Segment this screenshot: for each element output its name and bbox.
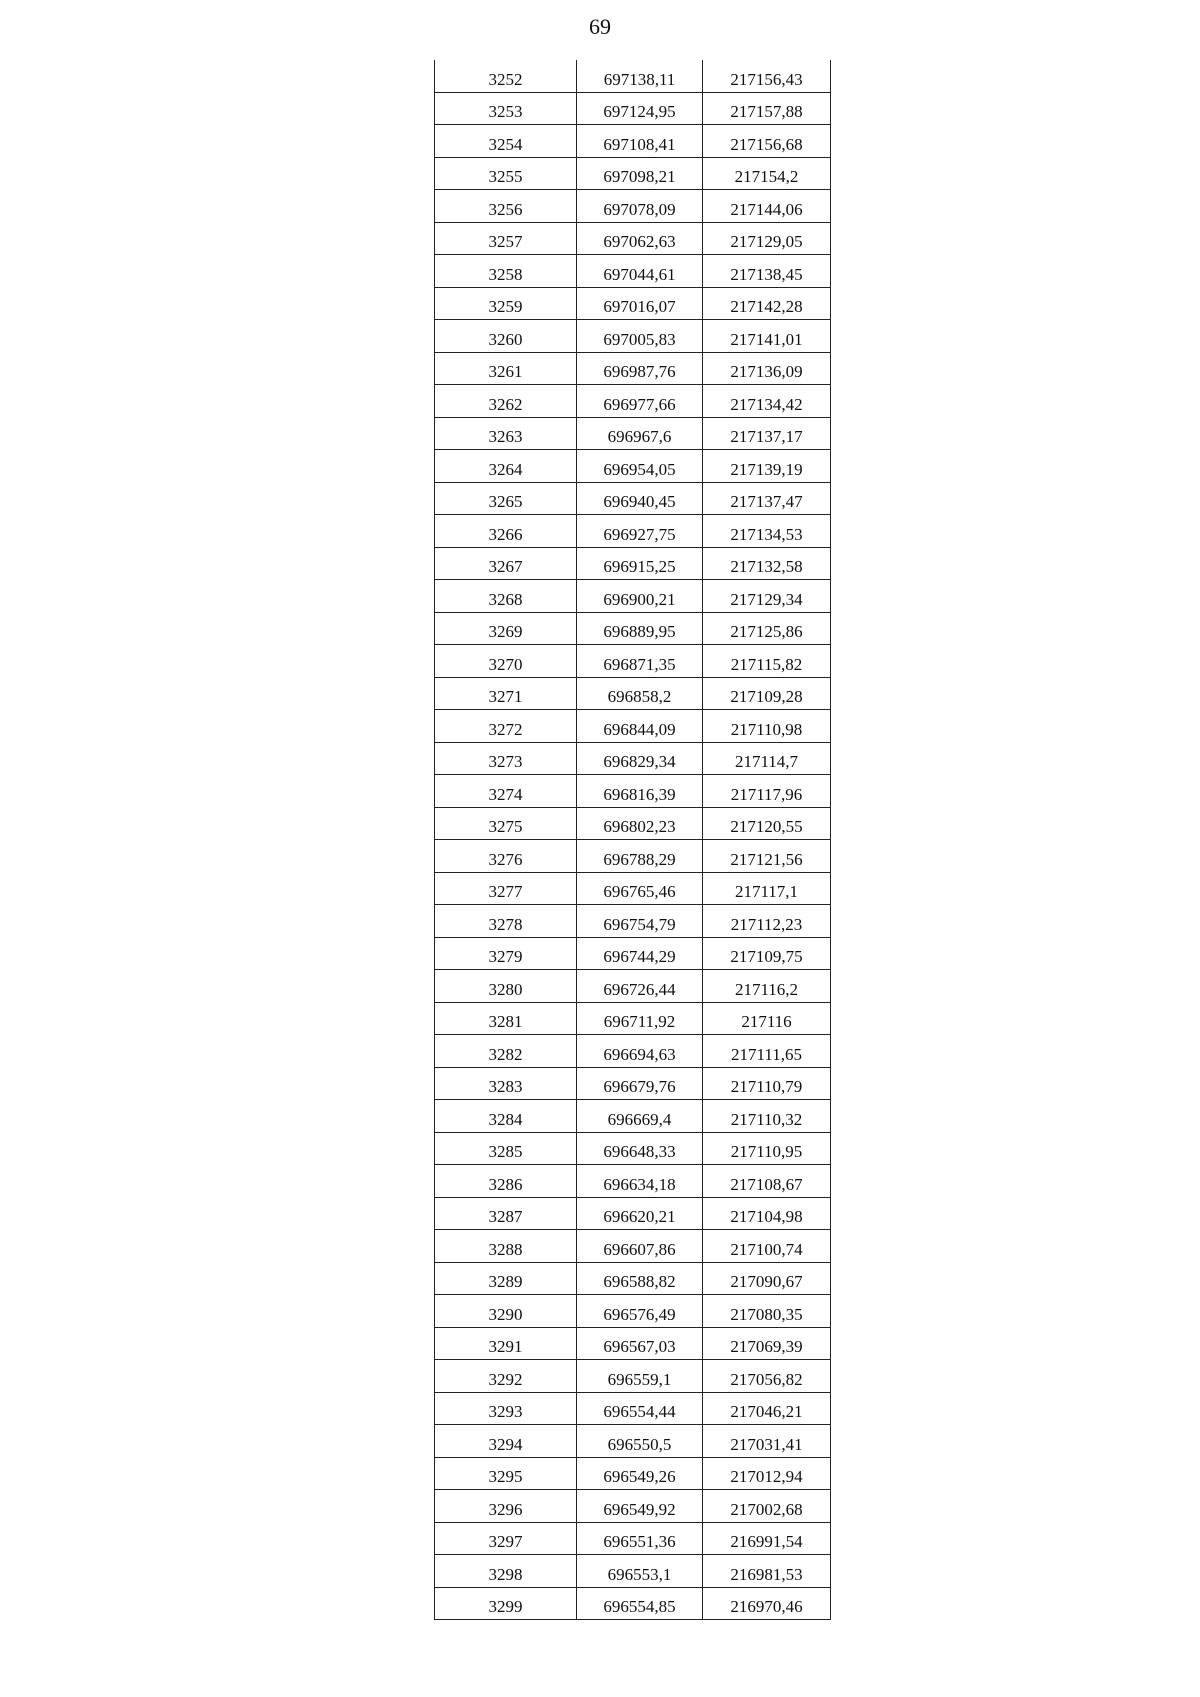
point-number-cell: 3261 <box>435 352 577 385</box>
table-row <box>435 1035 831 1068</box>
point-number-cell: 3254 <box>435 125 577 158</box>
y-coordinate-cell: 217046,21 <box>703 1392 831 1425</box>
point-number-cell: 3279 <box>435 937 577 970</box>
y-coordinate-cell: 217141,01 <box>703 320 831 353</box>
point-number-cell: 3262 <box>435 385 577 418</box>
point-number-cell: 3288 <box>435 1230 577 1263</box>
x-coordinate-cell: 696858,2 <box>577 677 703 710</box>
x-coordinate-cell: 696620,21 <box>577 1197 703 1230</box>
table-row <box>435 547 831 580</box>
y-coordinate-cell: 217134,53 <box>703 515 831 548</box>
point-number-cell: 3284 <box>435 1100 577 1133</box>
x-coordinate-cell: 696551,36 <box>577 1522 703 1555</box>
y-coordinate-cell: 217116 <box>703 1002 831 1035</box>
coordinates-table-body <box>435 60 831 1620</box>
point-number-cell: 3255 <box>435 157 577 190</box>
y-coordinate-cell: 217144,06 <box>703 190 831 223</box>
table-row <box>435 1165 831 1198</box>
y-coordinate-cell: 216970,46 <box>703 1587 831 1620</box>
y-coordinate-cell: 217108,67 <box>703 1165 831 1198</box>
y-coordinate-cell: 217109,28 <box>703 677 831 710</box>
x-coordinate-cell: 696927,75 <box>577 515 703 548</box>
table-row <box>435 872 831 905</box>
x-coordinate-cell: 696954,05 <box>577 450 703 483</box>
x-coordinate-cell: 696694,63 <box>577 1035 703 1068</box>
table-row <box>435 840 831 873</box>
table-row <box>435 482 831 515</box>
y-coordinate-cell: 217100,74 <box>703 1230 831 1263</box>
y-coordinate-cell: 216991,54 <box>703 1522 831 1555</box>
table-row <box>435 1555 831 1588</box>
table-row <box>435 190 831 223</box>
point-number-cell: 3296 <box>435 1490 577 1523</box>
point-number-cell: 3268 <box>435 580 577 613</box>
table-row <box>435 1360 831 1393</box>
point-number-cell: 3264 <box>435 450 577 483</box>
table-row <box>435 1327 831 1360</box>
x-coordinate-cell: 697138,11 <box>577 60 703 92</box>
point-number-cell: 3285 <box>435 1132 577 1165</box>
y-coordinate-cell: 217110,32 <box>703 1100 831 1133</box>
table-row <box>435 1262 831 1295</box>
x-coordinate-cell: 696765,46 <box>577 872 703 905</box>
x-coordinate-cell: 697016,07 <box>577 287 703 320</box>
table-row <box>435 1067 831 1100</box>
x-coordinate-cell: 697098,21 <box>577 157 703 190</box>
table-row <box>435 1100 831 1133</box>
y-coordinate-cell: 217154,2 <box>703 157 831 190</box>
y-coordinate-cell: 217129,34 <box>703 580 831 613</box>
x-coordinate-cell: 697005,83 <box>577 320 703 353</box>
x-coordinate-cell: 696889,95 <box>577 612 703 645</box>
table-row <box>435 60 831 92</box>
point-number-cell: 3282 <box>435 1035 577 1068</box>
point-number-cell: 3263 <box>435 417 577 450</box>
x-coordinate-cell: 696549,92 <box>577 1490 703 1523</box>
table-row <box>435 450 831 483</box>
table-row <box>435 775 831 808</box>
x-coordinate-cell: 696588,82 <box>577 1262 703 1295</box>
table-row <box>435 1490 831 1523</box>
point-number-cell: 3293 <box>435 1392 577 1425</box>
point-number-cell: 3291 <box>435 1327 577 1360</box>
table-row <box>435 580 831 613</box>
table-row <box>435 385 831 418</box>
table-row <box>435 157 831 190</box>
y-coordinate-cell: 217109,75 <box>703 937 831 970</box>
y-coordinate-cell: 217110,79 <box>703 1067 831 1100</box>
x-coordinate-cell: 697108,41 <box>577 125 703 158</box>
x-coordinate-cell: 696726,44 <box>577 970 703 1003</box>
y-coordinate-cell: 217132,58 <box>703 547 831 580</box>
point-number-cell: 3265 <box>435 482 577 515</box>
table-row <box>435 677 831 710</box>
table-row <box>435 1425 831 1458</box>
x-coordinate-cell: 696550,5 <box>577 1425 703 1458</box>
point-number-cell: 3297 <box>435 1522 577 1555</box>
x-coordinate-cell: 696967,6 <box>577 417 703 450</box>
table-row <box>435 515 831 548</box>
point-number-cell: 3269 <box>435 612 577 645</box>
x-coordinate-cell: 696987,76 <box>577 352 703 385</box>
point-number-cell: 3280 <box>435 970 577 1003</box>
table-row <box>435 710 831 743</box>
point-number-cell: 3289 <box>435 1262 577 1295</box>
x-coordinate-cell: 696559,1 <box>577 1360 703 1393</box>
x-coordinate-cell: 696711,92 <box>577 1002 703 1035</box>
point-number-cell: 3286 <box>435 1165 577 1198</box>
y-coordinate-cell: 217120,55 <box>703 807 831 840</box>
point-number-cell: 3253 <box>435 92 577 125</box>
point-number-cell: 3281 <box>435 1002 577 1035</box>
x-coordinate-cell: 696900,21 <box>577 580 703 613</box>
y-coordinate-cell: 217136,09 <box>703 352 831 385</box>
y-coordinate-cell: 217114,7 <box>703 742 831 775</box>
point-number-cell: 3258 <box>435 255 577 288</box>
table-row <box>435 1002 831 1035</box>
table-row <box>435 970 831 1003</box>
x-coordinate-cell: 697044,61 <box>577 255 703 288</box>
y-coordinate-cell: 217137,17 <box>703 417 831 450</box>
point-number-cell: 3257 <box>435 222 577 255</box>
y-coordinate-cell: 217031,41 <box>703 1425 831 1458</box>
x-coordinate-cell: 696553,1 <box>577 1555 703 1588</box>
table-row <box>435 1230 831 1263</box>
table-row <box>435 222 831 255</box>
x-coordinate-cell: 696977,66 <box>577 385 703 418</box>
table-row <box>435 125 831 158</box>
y-coordinate-cell: 217090,67 <box>703 1262 831 1295</box>
point-number-cell: 3283 <box>435 1067 577 1100</box>
point-number-cell: 3292 <box>435 1360 577 1393</box>
point-number-cell: 3256 <box>435 190 577 223</box>
point-number-cell: 3287 <box>435 1197 577 1230</box>
x-coordinate-cell: 697124,95 <box>577 92 703 125</box>
y-coordinate-cell: 217110,98 <box>703 710 831 743</box>
y-coordinate-cell: 217156,68 <box>703 125 831 158</box>
table-row <box>435 1295 831 1328</box>
table-row <box>435 1587 831 1620</box>
table-row <box>435 937 831 970</box>
y-coordinate-cell: 217157,88 <box>703 92 831 125</box>
y-coordinate-cell: 217121,56 <box>703 840 831 873</box>
x-coordinate-cell: 696567,03 <box>577 1327 703 1360</box>
point-number-cell: 3290 <box>435 1295 577 1328</box>
table-row <box>435 255 831 288</box>
y-coordinate-cell: 217117,96 <box>703 775 831 808</box>
y-coordinate-cell: 217112,23 <box>703 905 831 938</box>
y-coordinate-cell: 216981,53 <box>703 1555 831 1588</box>
table-row <box>435 1197 831 1230</box>
x-coordinate-cell: 697062,63 <box>577 222 703 255</box>
y-coordinate-cell: 217117,1 <box>703 872 831 905</box>
y-coordinate-cell: 217012,94 <box>703 1457 831 1490</box>
point-number-cell: 3267 <box>435 547 577 580</box>
point-number-cell: 3275 <box>435 807 577 840</box>
y-coordinate-cell: 217002,68 <box>703 1490 831 1523</box>
coordinates-table <box>434 60 831 1620</box>
table-row <box>435 1457 831 1490</box>
y-coordinate-cell: 217104,98 <box>703 1197 831 1230</box>
table-row <box>435 1392 831 1425</box>
x-coordinate-cell: 696554,85 <box>577 1587 703 1620</box>
y-coordinate-cell: 217115,82 <box>703 645 831 678</box>
x-coordinate-cell: 696788,29 <box>577 840 703 873</box>
y-coordinate-cell: 217139,19 <box>703 450 831 483</box>
point-number-cell: 3295 <box>435 1457 577 1490</box>
x-coordinate-cell: 696940,45 <box>577 482 703 515</box>
y-coordinate-cell: 217069,39 <box>703 1327 831 1360</box>
y-coordinate-cell: 217156,43 <box>703 60 831 92</box>
y-coordinate-cell: 217116,2 <box>703 970 831 1003</box>
y-coordinate-cell: 217138,45 <box>703 255 831 288</box>
table-row <box>435 742 831 775</box>
x-coordinate-cell: 696871,35 <box>577 645 703 678</box>
x-coordinate-cell: 696576,49 <box>577 1295 703 1328</box>
page-number: 69 <box>589 14 611 39</box>
y-coordinate-cell: 217134,42 <box>703 385 831 418</box>
y-coordinate-cell: 217125,86 <box>703 612 831 645</box>
x-coordinate-cell: 696829,34 <box>577 742 703 775</box>
table-row <box>435 807 831 840</box>
x-coordinate-cell: 697078,09 <box>577 190 703 223</box>
y-coordinate-cell: 217110,95 <box>703 1132 831 1165</box>
x-coordinate-cell: 696802,23 <box>577 807 703 840</box>
point-number-cell: 3294 <box>435 1425 577 1458</box>
table-row <box>435 320 831 353</box>
table-row <box>435 1132 831 1165</box>
point-number-cell: 3273 <box>435 742 577 775</box>
table-row <box>435 645 831 678</box>
table-row <box>435 287 831 320</box>
point-number-cell: 3299 <box>435 1587 577 1620</box>
point-number-cell: 3298 <box>435 1555 577 1588</box>
point-number-cell: 3259 <box>435 287 577 320</box>
point-number-cell: 3271 <box>435 677 577 710</box>
y-coordinate-cell: 217111,65 <box>703 1035 831 1068</box>
point-number-cell: 3274 <box>435 775 577 808</box>
y-coordinate-cell: 217056,82 <box>703 1360 831 1393</box>
point-number-cell: 3252 <box>435 60 577 92</box>
table-row <box>435 352 831 385</box>
y-coordinate-cell: 217080,35 <box>703 1295 831 1328</box>
x-coordinate-cell: 696744,29 <box>577 937 703 970</box>
x-coordinate-cell: 696679,76 <box>577 1067 703 1100</box>
point-number-cell: 3277 <box>435 872 577 905</box>
x-coordinate-cell: 696549,26 <box>577 1457 703 1490</box>
y-coordinate-cell: 217137,47 <box>703 482 831 515</box>
y-coordinate-cell: 217142,28 <box>703 287 831 320</box>
table-row <box>435 612 831 645</box>
point-number-cell: 3278 <box>435 905 577 938</box>
point-number-cell: 3272 <box>435 710 577 743</box>
x-coordinate-cell: 696669,4 <box>577 1100 703 1133</box>
x-coordinate-cell: 696634,18 <box>577 1165 703 1198</box>
table-row <box>435 417 831 450</box>
table-row <box>435 1522 831 1555</box>
x-coordinate-cell: 696607,86 <box>577 1230 703 1263</box>
table-row <box>435 905 831 938</box>
x-coordinate-cell: 696844,09 <box>577 710 703 743</box>
x-coordinate-cell: 696915,25 <box>577 547 703 580</box>
table-row <box>435 92 831 125</box>
x-coordinate-cell: 696816,39 <box>577 775 703 808</box>
x-coordinate-cell: 696554,44 <box>577 1392 703 1425</box>
point-number-cell: 3260 <box>435 320 577 353</box>
point-number-cell: 3270 <box>435 645 577 678</box>
point-number-cell: 3266 <box>435 515 577 548</box>
point-number-cell: 3276 <box>435 840 577 873</box>
y-coordinate-cell: 217129,05 <box>703 222 831 255</box>
x-coordinate-cell: 696648,33 <box>577 1132 703 1165</box>
x-coordinate-cell: 696754,79 <box>577 905 703 938</box>
